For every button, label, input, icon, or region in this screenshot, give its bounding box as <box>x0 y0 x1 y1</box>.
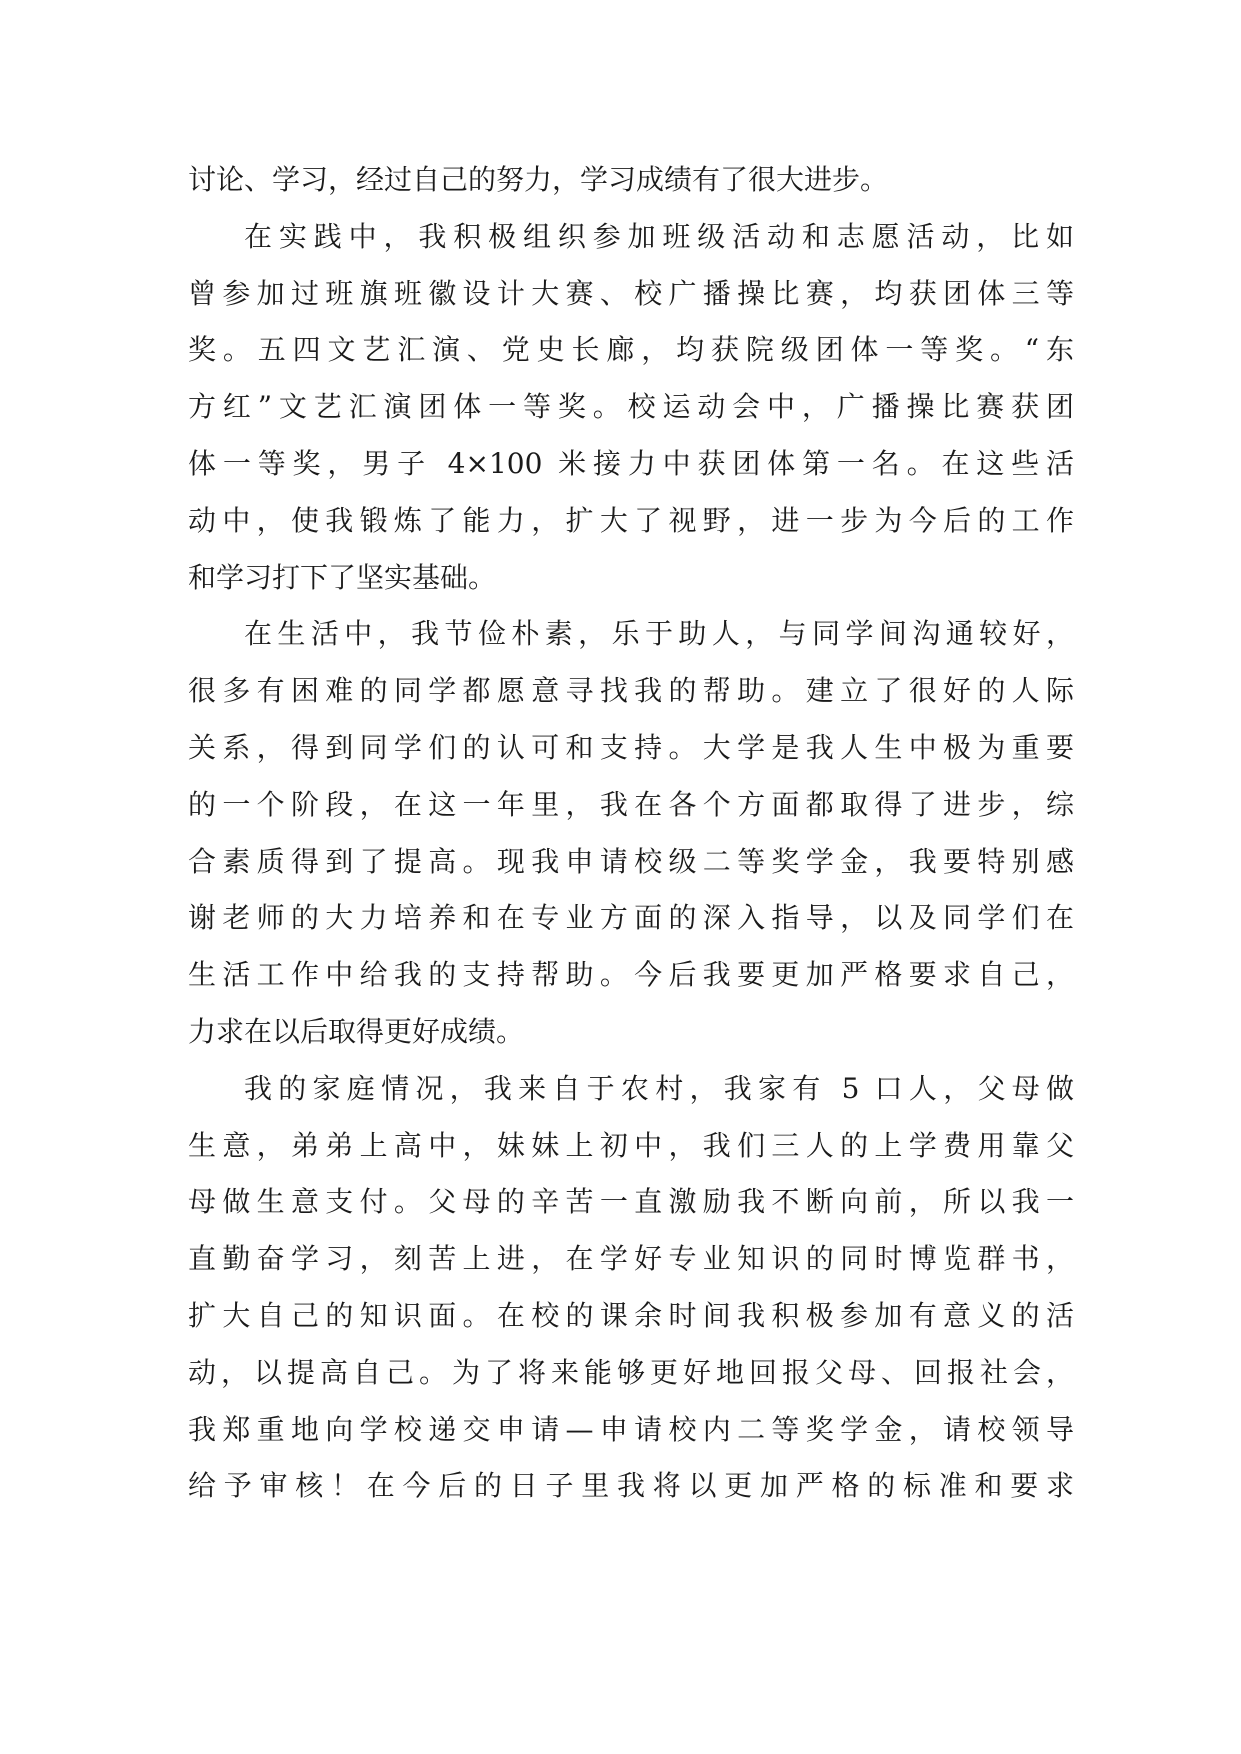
text-line: 很多有困难的同学都愿意寻找我的帮助。建立了很好的人际 <box>188 674 1074 708</box>
text-line: 生意，弟弟上高中，妹妹上初中，我们三人的上学费用靠父 <box>188 1128 1074 1162</box>
paragraph <box>188 1061 1074 1515</box>
text-line: 的一个阶段，在这一年里，我在各个方面都取得了进步，综 <box>188 787 1074 821</box>
text-line: 和学习打下了坚实基础。 <box>188 560 497 594</box>
text-line: 我的家庭情况，我来自于农村，我家有 5 口人，父母做 <box>244 1071 1074 1105</box>
text-line: 直勤奋学习，刻苦上进，在学好专业知识的同时博览群书， <box>188 1242 1074 1276</box>
text-line: 讨论、学习，经过自己的努力，学习成绩有了很大进步。 <box>188 163 889 196</box>
document-body <box>188 152 1074 1515</box>
text-line: 在实践中，我积极组织参加班级活动和志愿活动，比如 <box>244 219 1074 253</box>
paragraph <box>188 152 1074 209</box>
text-line: 在生活中，我节俭朴素，乐于助人，与同学间沟通较好， <box>244 617 1074 651</box>
text-line: 关系，得到同学们的认可和支持。大学是我人生中极为重要 <box>188 730 1074 764</box>
text-line: 母做生意支付。父母的辛苦一直激励我不断向前，所以我一 <box>188 1185 1074 1219</box>
paragraph <box>188 606 1074 1060</box>
text-line: 体一等奖，男子 4×100 米接力中获团体第一名。在这些活 <box>188 446 1074 480</box>
text-line: 我郑重地向学校递交申请—申请校内二等奖学金，请校领导 <box>188 1412 1074 1446</box>
text-line: 奖。五四文艺汇演、党史长廊，均获院级团体一等奖。“东 <box>188 333 1074 367</box>
text-line: 动，以提高自己。为了将来能够更好地回报父母、回报社会， <box>188 1355 1074 1389</box>
text-line: 合素质得到了提高。现我申请校级二等奖学金，我要特别感 <box>188 844 1074 878</box>
text-line: 曾参加过班旗班徽设计大赛、校广播操比赛，均获团体三等 <box>188 276 1074 310</box>
text-line: 扩大自己的知识面。在校的课余时间我积极参加有意义的活 <box>188 1298 1074 1332</box>
text-line: 力求在以后取得更好成绩。 <box>188 1014 525 1048</box>
text-line: 方红”文艺汇演团体一等奖。校运动会中，广播操比赛获团 <box>188 390 1074 424</box>
text-line: 生活工作中给我的支持帮助。今后我要更加严格要求自己， <box>188 958 1074 992</box>
paragraph <box>188 209 1074 607</box>
text-line: 谢老师的大力培养和在专业方面的深入指导，以及同学们在 <box>188 901 1074 935</box>
text-line: 动中，使我锻炼了能力，扩大了视野，进一步为今后的工作 <box>188 503 1074 537</box>
text-line: 给予审核！在今后的日子里我将以更加严格的标准和要求 <box>188 1469 1074 1503</box>
